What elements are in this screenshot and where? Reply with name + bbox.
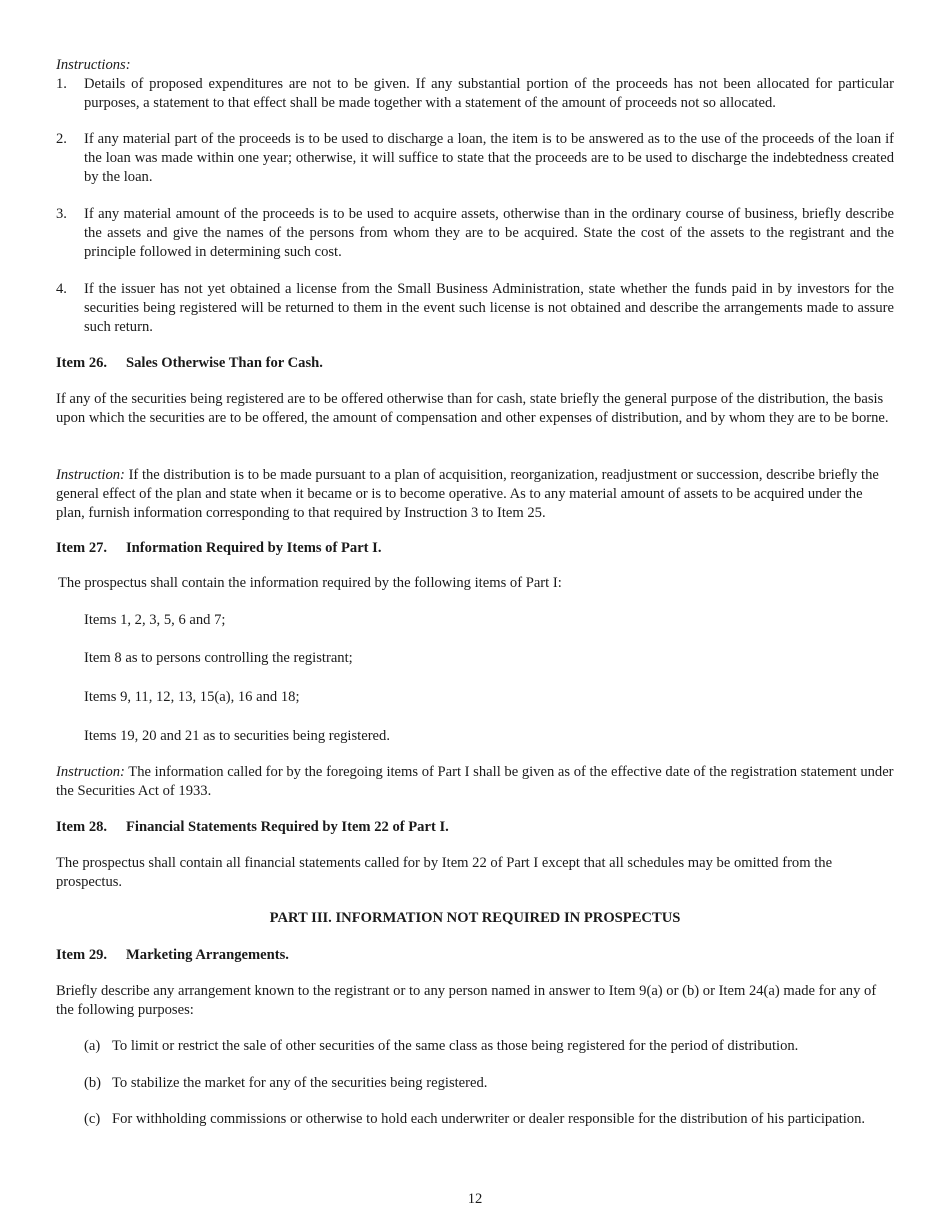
- list-label: (a): [84, 1038, 101, 1054]
- item-26-instruction: [56, 466, 894, 523]
- item-number: Item 27.: [56, 540, 108, 556]
- instruction-item: [56, 75, 894, 113]
- item-29-body: Briefly describe any arrangement known to the registrant or to any person named in answer to Item 9(a) or (b) or Item 24(a) made for any of the following purposes:: [56, 983, 877, 1018]
- instruction-label: Instruction:: [56, 764, 125, 780]
- instruction-number: 4.: [56, 281, 67, 297]
- instruction-label: Instruction:: [56, 467, 125, 483]
- item-26-heading: [56, 354, 894, 373]
- instructions-list: [56, 75, 894, 113]
- purposes-list: [84, 1074, 894, 1093]
- purposes-list: [84, 1110, 894, 1129]
- item-title: Marketing Arrangements.: [126, 947, 289, 963]
- item-27-body: The prospectus shall contain the information required by the following items of Part I:: [58, 575, 562, 591]
- list-label: (b): [84, 1075, 102, 1091]
- instruction-item: [56, 205, 894, 262]
- list-item: [84, 1074, 894, 1093]
- list-item: [84, 1110, 894, 1129]
- item-26-body: If any of the securities being registered are to be offered otherwise than for cash, state briefly the general purpose of the distribution, the basis upon which the securities are to be offered, the amount of compensation and other expenses of distribution, and by whom they are to be borne.: [56, 391, 889, 426]
- instruction-number: 3.: [56, 206, 67, 222]
- instructions-list: [56, 280, 894, 337]
- item-28-heading: [56, 818, 894, 837]
- instructions-label: Instructions:: [56, 57, 131, 73]
- item-27-instruction: [56, 763, 894, 801]
- instruction-number: 2.: [56, 131, 67, 147]
- instruction-text: If any material amount of the proceeds is to be used to acquire assets, otherwise than in the ordinary course of business, briefly describe the assets and give the names of the persons from whom they are to be acquired. State the cost of the assets to the registrant and the principle followed in determining such cost.: [84, 206, 894, 260]
- item-number: Item 29.: [56, 947, 108, 963]
- page-number: 12: [467, 1191, 483, 1207]
- part-iii-heading: PART III. INFORMATION NOT REQUIRED IN PROSPECTUS: [269, 910, 681, 926]
- list-item: [84, 1037, 894, 1056]
- item-number: Item 28.: [56, 819, 108, 835]
- instruction-text: The information called for by the foregoing items of Part I shall be given as of the effective date of the registration statement under the Securities Act of 1933.: [56, 764, 894, 799]
- item-27-subitem: Items 1, 2, 3, 5, 6 and 7;: [84, 612, 226, 628]
- item-number: Item 26.: [56, 355, 108, 371]
- instruction-text: If the distribution is to be made pursuant to a plan of acquisition, reorganization, readjustment or succession, describe briefly the general effect of the plan and state when it became or is to become operative. As to any material amount of assets to be acquired under the plan, furnish information corresponding to that required by Instruction 3 to Item 25.: [56, 467, 879, 521]
- list-label: (c): [84, 1111, 101, 1127]
- item-29-heading: [56, 946, 894, 965]
- item-27-subitem: Item 8 as to persons controlling the registrant;: [84, 650, 353, 666]
- item-27-subitem: Items 9, 11, 12, 13, 15(a), 16 and 18;: [84, 689, 300, 705]
- item-title: Financial Statements Required by Item 22 of Part I.: [126, 819, 449, 835]
- list-text: To limit or restrict the sale of other securities of the same class as those being registered for the period of distribution.: [112, 1038, 799, 1054]
- list-text: For withholding commissions or otherwise to hold each underwriter or dealer responsible for the distribution of his participation.: [112, 1111, 866, 1127]
- instruction-number: 1.: [56, 76, 67, 92]
- instructions-list: [56, 130, 894, 187]
- instruction-item: [56, 130, 894, 187]
- instruction-text: If the issuer has not yet obtained a license from the Small Business Administration, state whether the funds paid in by investors for the securities being registered will be returned to them in the event such license is not obtained and describe the arrangements made to assure such return.: [84, 281, 894, 335]
- item-27-subitem: Items 19, 20 and 21 as to securities being registered.: [84, 728, 390, 744]
- purposes-list: [84, 1037, 894, 1056]
- item-27-heading: [56, 539, 894, 558]
- list-text: To stabilize the market for any of the securities being registered.: [112, 1075, 488, 1091]
- instruction-text: Details of proposed expenditures are not to be given. If any substantial portion of the proceeds has not been allocated for particular purposes, a statement to that effect shall be made together with a statement of the amount of proceeds not so allocated.: [84, 76, 894, 111]
- instruction-text: If any material part of the proceeds is to be used to discharge a loan, the item is to be answered as to the use of the proceeds of the loan if the loan was made within one year; otherwise, it will suffice to state that the proceeds are to be used to discharge the indebtedness created by the loan.: [84, 131, 894, 185]
- item-title: Information Required by Items of Part I.: [126, 540, 382, 556]
- item-28-body: The prospectus shall contain all financial statements called for by Item 22 of Part I except that all schedules may be omitted from the prospectus.: [56, 855, 833, 890]
- instructions-list: [56, 205, 894, 262]
- item-title: Sales Otherwise Than for Cash.: [126, 355, 323, 371]
- instruction-item: [56, 280, 894, 337]
